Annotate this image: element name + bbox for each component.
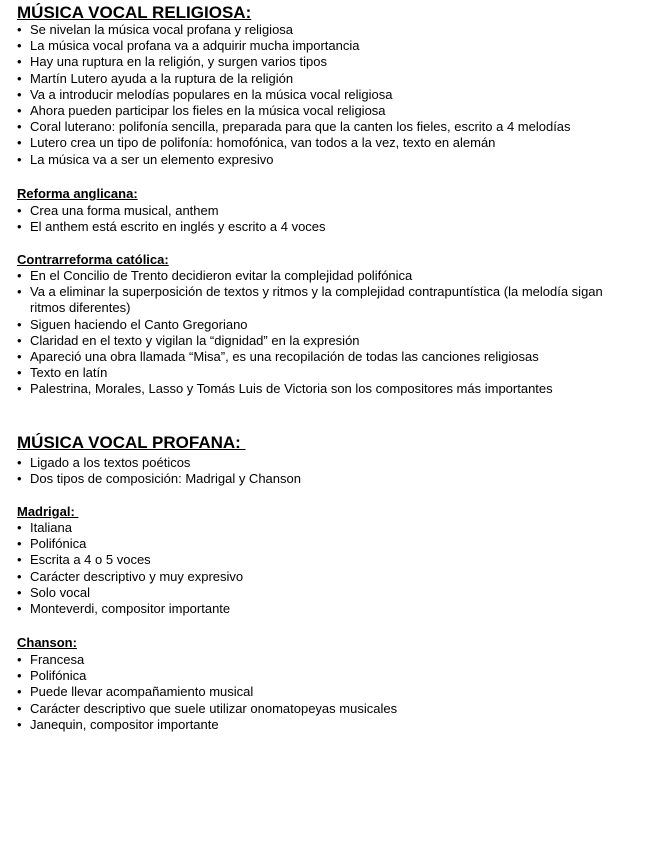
subsection-title-contrarreforma-catolica: Contrarreforma católica: [17,252,169,267]
list-item: • Italiana [17,520,72,535]
bullet-icon: • [17,552,22,568]
list-item: • Claridad en el texto y vigilan la “dignidad” en la expresión [17,332,360,348]
list-item: • Se nivelan la música vocal profana y religiosa [17,22,294,37]
bullet-icon: • [17,54,22,70]
bullet-icon: • [17,601,22,617]
contrarreforma-list [17,268,622,398]
bullet-icon: • [17,22,22,37]
bullet-icon: • [17,332,22,348]
bullet-icon: • [17,700,22,716]
bullet-icon: • [17,349,22,365]
subsection-title-chanson: Chanson: [17,635,77,650]
bullet-icon: • [17,70,22,86]
bullet-icon: • [17,471,22,487]
list-item: • Crea una forma musical, anthem [17,203,219,218]
list-item: • El anthem está escrito en inglés y escrito a 4 voces [17,219,326,235]
list-item: • Texto en latín [17,365,108,381]
subsection-title-madrigal: Madrigal: [17,504,79,519]
bullet-icon: • [17,520,22,535]
reforma-anglicana-list [17,203,622,235]
list-item: • Va a eliminar la superposición de textos y ritmos y la complejidad contrapuntística (la melodía sigan ritmos diferentes) [17,284,603,316]
list-item: • Solo vocal [17,584,90,600]
list-item: • La música va a ser un elemento expresivo [17,151,274,167]
list-item: • En el Concilio de Trento decidieron evitar la complejidad polifónica [17,268,413,283]
list-item: • Va a introducir melodías populares en la música vocal religiosa [17,86,393,102]
list-item: • Coral luterano: polifonía sencilla, preparada para que la canten los fieles, escrito a 4 melodías [17,119,571,135]
bullet-icon: • [17,316,22,332]
bullet-icon: • [17,668,22,684]
bullet-icon: • [17,103,22,119]
bullet-icon: • [17,284,22,300]
list-item: • Polifónica [17,668,87,684]
list-item: • Polifónica [17,536,87,552]
list-item: • Escrita a 4 o 5 voces [17,552,151,568]
bullet-icon: • [17,584,22,600]
bullet-icon: • [17,716,22,732]
bullet-icon: • [17,455,22,470]
bullet-icon: • [17,365,22,381]
bullet-icon: • [17,86,22,102]
bullet-icon: • [17,536,22,552]
list-item: • Ahora pueden participar los fieles en la música vocal religiosa [17,103,386,119]
bullet-icon: • [17,652,22,667]
subsection-title-reforma-anglicana: Reforma anglicana: [17,186,138,201]
section-title-musica-vocal-profana: MÚSICA VOCAL PROFANA: [17,433,246,452]
bullet-icon: • [17,684,22,700]
bullet-icon: • [17,151,22,167]
list-item: • Ligado a los textos poéticos [17,455,191,470]
bullet-icon: • [17,38,22,54]
bullet-icon: • [17,135,22,151]
religiosa-list [17,22,622,168]
list-item: • Monteverdi, compositor importante [17,601,231,617]
list-item: • Carácter descriptivo y muy expresivo [17,568,244,584]
list-item: • La música vocal profana va a adquirir mucha importancia [17,38,360,54]
bullet-icon: • [17,219,22,235]
bullet-icon: • [17,203,22,218]
bullet-icon: • [17,119,22,135]
list-item: • Janequin, compositor importante [17,716,219,732]
list-item: • Apareció una obra llamada “Misa”, es una recopilación de todas las canciones religiosas [17,349,539,365]
list-item: • Dos tipos de composición: Madrigal y Chanson [17,471,301,487]
list-item: • Carácter descriptivo que suele utilizar onomatopeyas musicales [17,700,398,716]
bullet-icon: • [17,568,22,584]
list-item: • Palestrina, Morales, Lasso y Tomás Luis de Victoria son los compositores más importantes [17,381,553,397]
chanson-list [17,652,622,733]
list-item: • Francesa [17,652,85,667]
bullet-icon: • [17,268,22,283]
profana-list [17,455,622,487]
list-item: • Puede llevar acompañamiento musical [17,684,254,700]
list-item: • Martín Lutero ayuda a la ruptura de la religión [17,70,294,86]
bullet-icon: • [17,381,22,397]
section-title-musica-vocal-religiosa: MÚSICA VOCAL RELIGIOSA: [17,3,252,22]
list-item: • Lutero crea un tipo de polifonía: homofónica, van todos a la vez, texto en alemán [17,135,496,151]
madrigal-list [17,520,622,617]
list-item: • Hay una ruptura en la religión, y surgen varios tipos [17,54,327,70]
list-item: • Siguen haciendo el Canto Gregoriano [17,316,248,332]
